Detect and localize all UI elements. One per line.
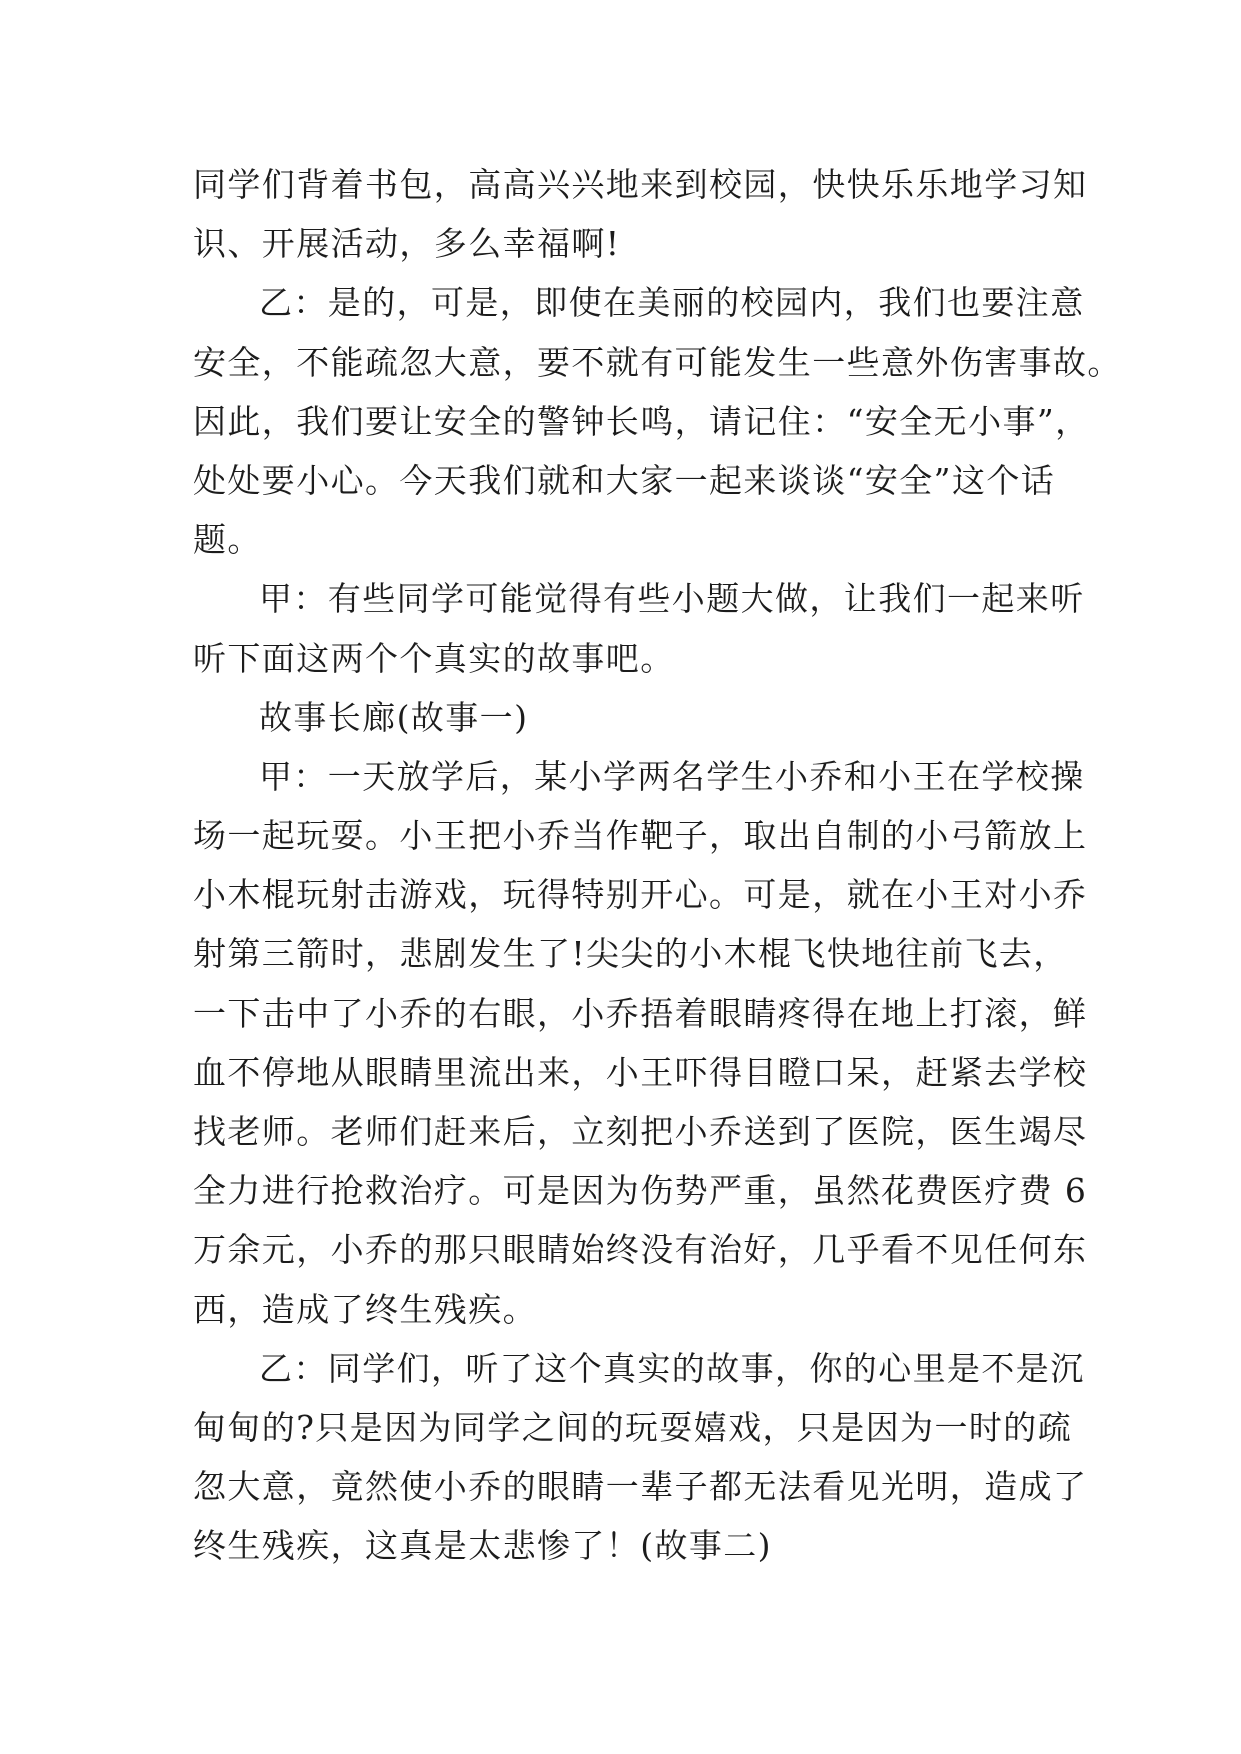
paragraph-line: 万余元，小乔的那只眼睛始终没有治好，几乎看不见任何东 (193, 1230, 1088, 1270)
paragraph-line: 甸甸的?只是因为同学之间的玩耍嬉戏，只是因为一时的疏 (193, 1407, 1073, 1447)
paragraph-line: 场一起玩耍。小王把小乔当作靶子，取出自制的小弓箭放上 (193, 816, 1088, 856)
paragraph-line: 全力进行抢救治疗。可是因为伤势严重，虽然花费医疗费 6 (193, 1171, 1088, 1211)
paragraph-line: 小木棍玩射击游戏，玩得特别开心。可是，就在小王对小乔 (193, 875, 1088, 915)
paragraph-line: 因此，我们要让安全的警钟长鸣，请记住：“安全无小事”， (193, 401, 1090, 441)
paragraph-line: 乙：是的，可是，即使在美丽的校园内，我们也要注意 (259, 283, 1085, 323)
paragraph-line: 甲：有些同学可能觉得有些小题大做，让我们一起来听 (259, 579, 1085, 619)
paragraph-line: 听下面这两个个真实的故事吧。 (193, 638, 675, 678)
paragraph-line: 忽大意，竟然使小乔的眼睛一辈子都无法看见光明，造成了 (193, 1467, 1088, 1507)
paragraph-line: 安全，不能疏忽大意，要不就有可能发生一些意外伤害事故。 (193, 342, 1122, 382)
paragraph-line: 乙：同学们，听了这个真实的故事，你的心里是不是沉 (259, 1348, 1085, 1388)
paragraph-line: 题。 (193, 520, 262, 560)
paragraph-line: 甲：一天放学后，某小学两名学生小乔和小王在学校操 (259, 756, 1085, 796)
paragraph-line: 找老师。老师们赶来后，立刻把小乔送到了医院，医生竭尽 (193, 1112, 1088, 1151)
paragraph-line: 同学们背着书包，高高兴兴地来到校园，快快乐乐地学习知 (193, 165, 1088, 204)
paragraph-line: 血不停地从眼睛里流出来，小王吓得目瞪口呆，赶紧去学校 (193, 1052, 1088, 1092)
paragraph-line: 终生残疾，这真是太悲惨了！(故事二) (193, 1526, 772, 1566)
section-heading: 故事长廊(故事一) (259, 697, 529, 737)
paragraph-line: 处处要小心。今天我们就和大家一起来谈谈“安全”这个话 (193, 460, 1056, 500)
document-page (193, 155, 1122, 1576)
paragraph-line: 一下击中了小乔的右眼，小乔捂着眼睛疼得在地上打滚，鲜 (193, 993, 1088, 1033)
paragraph-line: 射第三箭时，悲剧发生了!尖尖的小木棍飞快地往前飞去， (193, 934, 1068, 974)
paragraph-line: 识、开展活动，多么幸福啊! (193, 224, 621, 264)
paragraph-line: 西，造成了终生残疾。 (193, 1289, 537, 1329)
